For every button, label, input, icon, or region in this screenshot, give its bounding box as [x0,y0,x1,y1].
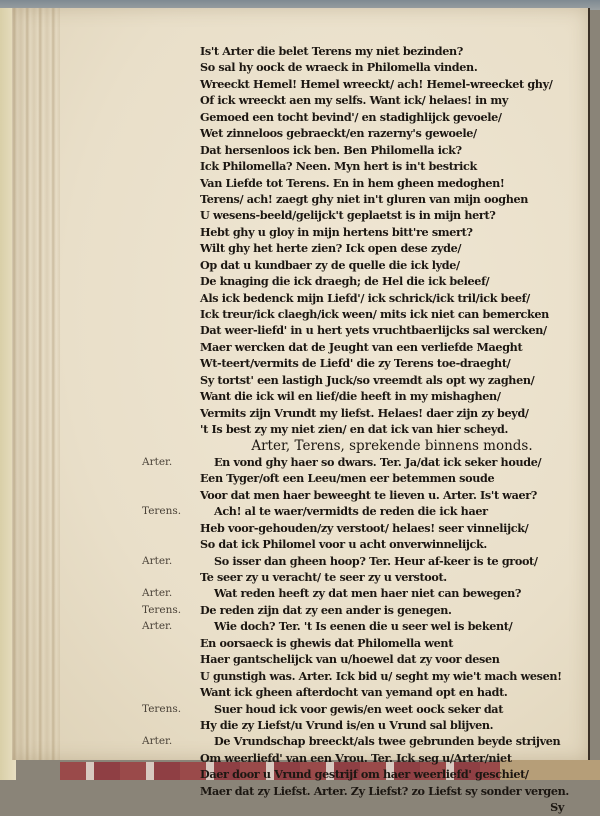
catchword [200,799,572,815]
verse-line [142,701,572,717]
line-text: Om weerliefd' van een Vrou. Ter. Ick seg u/Arter/niet [200,750,512,765]
line-text: Hebt ghy u gloy in mijn hertens bitt're smert? [200,224,473,239]
line-text: Van Liefde tot Terens. En in hem gheen medoghen! [200,175,505,190]
verse-line [200,372,572,388]
verse-line [200,536,572,552]
line-text: Wilt ghy het herte zien? Ick open dese zyde/ [200,241,462,256]
verse-line [200,142,572,158]
line-text: Dat weer-liefd' in u hert yets vruchtbaerlijcks sal wercken/ [200,323,547,338]
line-text: Dat hersenloos ick ben. Ben Philomella ick? [200,142,462,157]
verse-line [142,618,572,634]
line-text: Wreeckt Hemel! Hemel wreeckt/ ach! Hemel-wreecket ghy/ [200,76,553,91]
line-text: Ick Philomella? Neen. Myn hert is in't bestrick [200,159,477,174]
line-text: De reden zijn dat zy een ander is genegen. [200,602,452,617]
scene-heading [200,438,572,454]
verse-line [200,750,572,766]
line-text: De knaging die ick draegh; de Hel die ick beleef/ [200,274,490,289]
line-text: De Vrundschap breeckt/als twee gebrunden beyde strijven [214,734,561,749]
speaker-label: Arter. [142,735,173,748]
line-text: So dat ick Philomel voor u acht onverwinnelijck. [200,537,487,552]
line-text: Op dat u kundbaer zy de quelle die ick lyde/ [200,257,460,272]
line-text: Want die ick wil en lief/die heeft in my mishaghen/ [200,389,501,404]
verse-line [142,553,572,569]
verse-line [200,766,572,782]
line-text: Is't Arter die belet Terens my niet bezinden? [200,44,463,58]
verse-line [142,503,572,519]
line-text: U wesens-beeld/gelijck't geplaetst is in mijn hert? [200,208,496,223]
line-text: U gunstigh was. Arter. Ick bid u/ seght my wie't mach wesen! [200,668,562,683]
line-text: Suer houd ick voor gewis/en weet oock seker dat [214,701,504,716]
line-text: En oorsaeck is ghewis dat Philomella went [200,635,454,650]
verse-line [200,273,572,289]
verse-line [200,520,572,536]
verse-line [200,405,572,421]
speaker-label: Terens. [142,603,182,616]
line-text: Arter, Terens, sprekende binnens monds. [251,437,533,454]
line-text: 't Is best zy my niet zien/ en dat ick van hier scheyd. [200,422,508,437]
line-text: Maer wercken dat de Jeught van een verliefde Maeght [200,339,523,354]
verse-line [200,92,572,108]
verse-line [200,388,572,404]
line-text: Haer gantschelijck van u/hoewel dat zy voor desen [200,652,500,667]
line-text: Gemoed een tocht bevind'/ en stadighlijck gevoele/ [200,109,502,124]
verse-line [200,355,572,371]
line-text: Een Tyger/oft een Leeu/men eer betemmen soude [200,471,495,486]
line-text: Sy [550,800,564,815]
speaker-label: Arter. [142,587,173,600]
verse-line [200,322,572,338]
verse-line [200,651,572,667]
verse-line [200,257,572,273]
verse-line [200,421,572,437]
line-text: Sy tortst' een lastigh Juck/so vreemdt als opt wy zaghen/ [200,372,535,387]
line-text: Wet zinneloos gebraeckt/en razerny's gewoele/ [200,126,477,141]
verse-line [142,602,572,618]
line-text: Wt-teert/vermits de Liefd' die zy Terens toe-draeght/ [200,356,511,371]
page-fore-edge [12,8,60,760]
verse-line [200,668,572,684]
line-text: So sal hy oock de wraeck in Philomella vinden. [200,60,478,75]
verse-line [200,125,572,141]
verse-line [142,585,572,601]
line-text: Voor dat men haer beweeght te lieven u. Arter. Is't waer? [200,487,537,502]
line-text: Ach! al te waer/vermidts de reden die ick haer [214,504,488,519]
verse-line [200,191,572,207]
verse-line [200,569,572,585]
speaker-label: Arter. [142,554,173,567]
verse-line [200,224,572,240]
speaker-label: Arter. [142,455,173,468]
line-text: Ick treur/ick claegh/ick ween/ mits ick niet can bemercken [200,307,549,321]
verse-line [200,158,572,174]
line-text: En vond ghy haer so dwars. Ter. Ja/dat ick seker houde/ [214,454,542,469]
verse-line [200,59,572,75]
line-text: Vermits zijn Vrundt my liefst. Helaes! daer zijn zy beyd/ [200,405,529,420]
verse-line [200,207,572,223]
line-text: Te seer zy u veracht/ te seer zy u verstoot. [200,570,447,584]
speaker-label: Arter. [142,620,173,633]
verse-line [200,76,572,92]
verse-line [200,43,572,59]
verse-line [200,487,572,503]
verse-line [200,635,572,651]
verse-line [200,783,572,799]
verse-line [200,339,572,355]
verse-line [200,306,572,322]
line-text: Maer dat zy Liefst. Arter. Zy Liefst? zo Liefst sy sonder vergen. [200,783,569,798]
verse-line [200,684,572,700]
line-text: Terens/ ach! zaegt ghy niet in't gluren van mijn ooghen [200,191,529,206]
page-text-block [142,43,572,816]
line-text: Of ick wreeckt aen my selfs. Want ick/ helaes! in my [200,93,508,108]
line-text: Heb voor-gehouden/zy verstoot/ helaes! seer vinnelijck/ [200,520,529,535]
line-text: Wie doch? Ter. 't Is eenen die u seer wel is bekent/ [214,619,513,634]
verse-line [200,717,572,733]
line-text: Hy die zy Liefst/u Vrund is/en u Vrund sal blijven. [200,717,494,732]
verse-line [142,454,572,470]
line-text: Daer door u Vrund gestrijf om haer weerliefd' geschiet/ [200,767,529,782]
line-text: Als ick bedenck mijn Liefd'/ ick schrick/ick tril/ick beef/ [200,290,530,305]
line-text: Want ick gheen afterdocht van yemand opt en hadt. [200,685,508,700]
verse-line [200,109,572,125]
verse-line [200,290,572,306]
verse-line [200,470,572,486]
speaker-label: Terens. [142,505,182,518]
verse-line [200,175,572,191]
verse-line [200,240,572,256]
verse-line [142,733,572,749]
line-text: So isser dan gheen hoop? Ter. Heur af-keer is te groot/ [214,553,538,568]
speaker-label: Terens. [142,702,182,715]
line-text: Wat reden heeft zy dat men haer niet can bewegen? [214,586,522,601]
